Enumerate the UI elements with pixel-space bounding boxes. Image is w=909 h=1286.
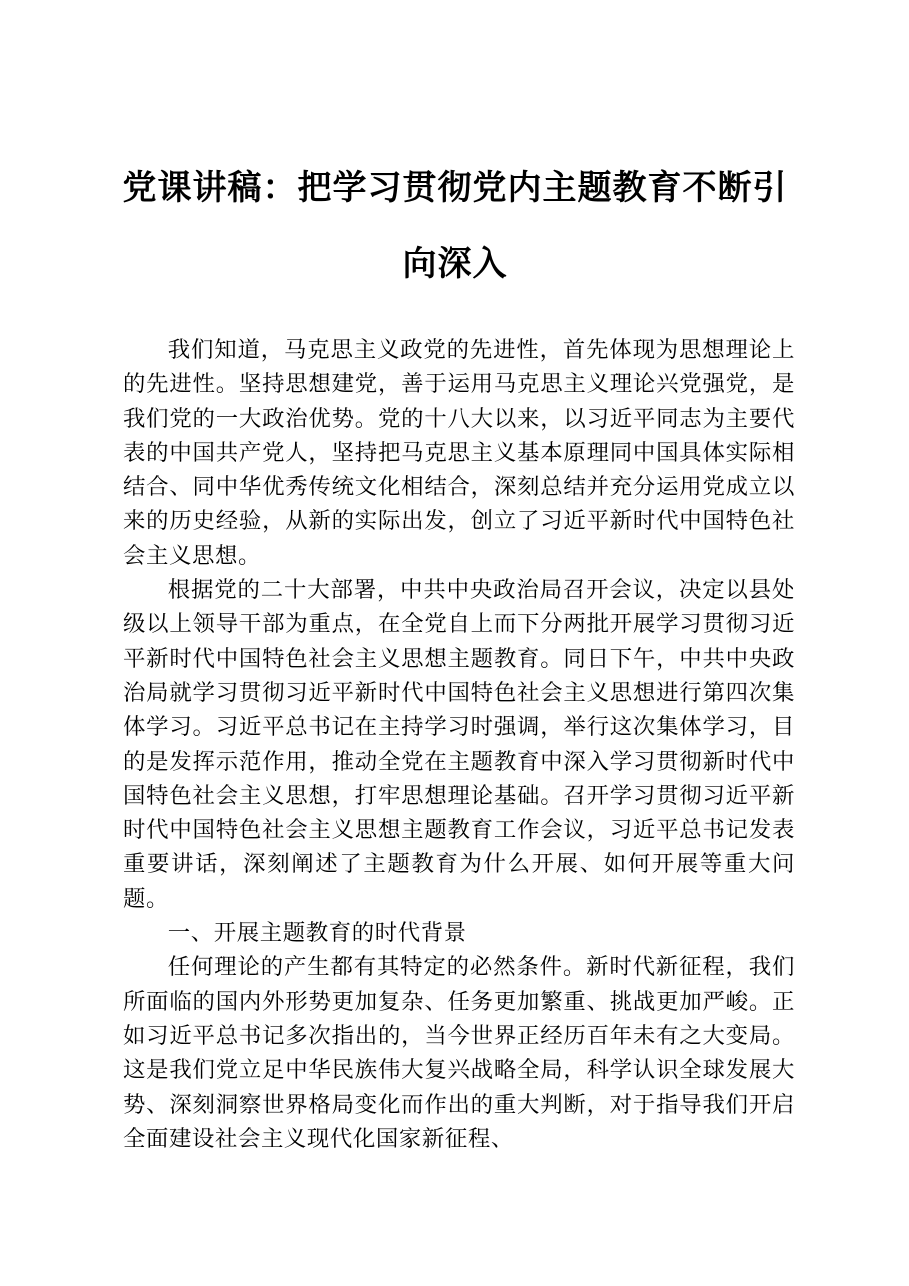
- document-title: 党课讲稿：把学习贯彻党内主题教育不断引向深入: [122, 168, 788, 284]
- section-heading: 一、开展主题教育的时代背景: [167, 920, 467, 947]
- document-body: [123, 333, 795, 1156]
- paragraph-2: 根据党的二十大部署，中共中央政治局召开会议，决定以县处级以上领导干部为重点，在全党自上而下分两批开展学习贯彻习近平新时代中国特色社会主义思想主题教育。同日下午，中共中央政治局就学习贯彻习近平新时代中国特色社会主义思想进行第四次集体学习。习近平总书记在主持学习时强调，举行这次集体学习，目的是发挥示范作用，推动全党在主题教育中深入学习贯彻新时代中国特色社会主义思想，打牢思想理论基础。召开学习贯彻习近平新时代中国特色社会主义思想主题教育工作会议，习近平总书记发表重要讲话，深刻阐述了主题教育为什么开展、如何开展等重大问题。: [123, 577, 795, 912]
- paragraph-3: 任何理论的产生都有其特定的必然条件。新时代新征程，我们所面临的国内外形势更加复杂、任务更加繁重、挑战更加严峻。正如习近平总书记多次指出的，当今世界正经历百年未有之大变局。这是我们党立足中华民族伟大复兴战略全局，科学认识全球发展大势、深刻洞察世界格局变化而作出的重大判断，对于指导我们开启全面建设社会主义现代化国家新征程、: [123, 954, 795, 1152]
- paragraph-1: 我们知道，马克思主义政党的先进性，首先体现为思想理论上的先进性。坚持思想建党，善于运用马克思主义理论兴党强党，是我们党的一大政治优势。党的十八大以来，以习近平同志为主要代表的中国共产党人，坚持把马克思主义基本原理同中国具体实际相结合、同中华优秀传统文化相结合，深刻总结并充分运用党成立以来的历史经验，从新的实际出发，创立了习近平新时代中国特色社会主义思想。: [123, 337, 795, 569]
